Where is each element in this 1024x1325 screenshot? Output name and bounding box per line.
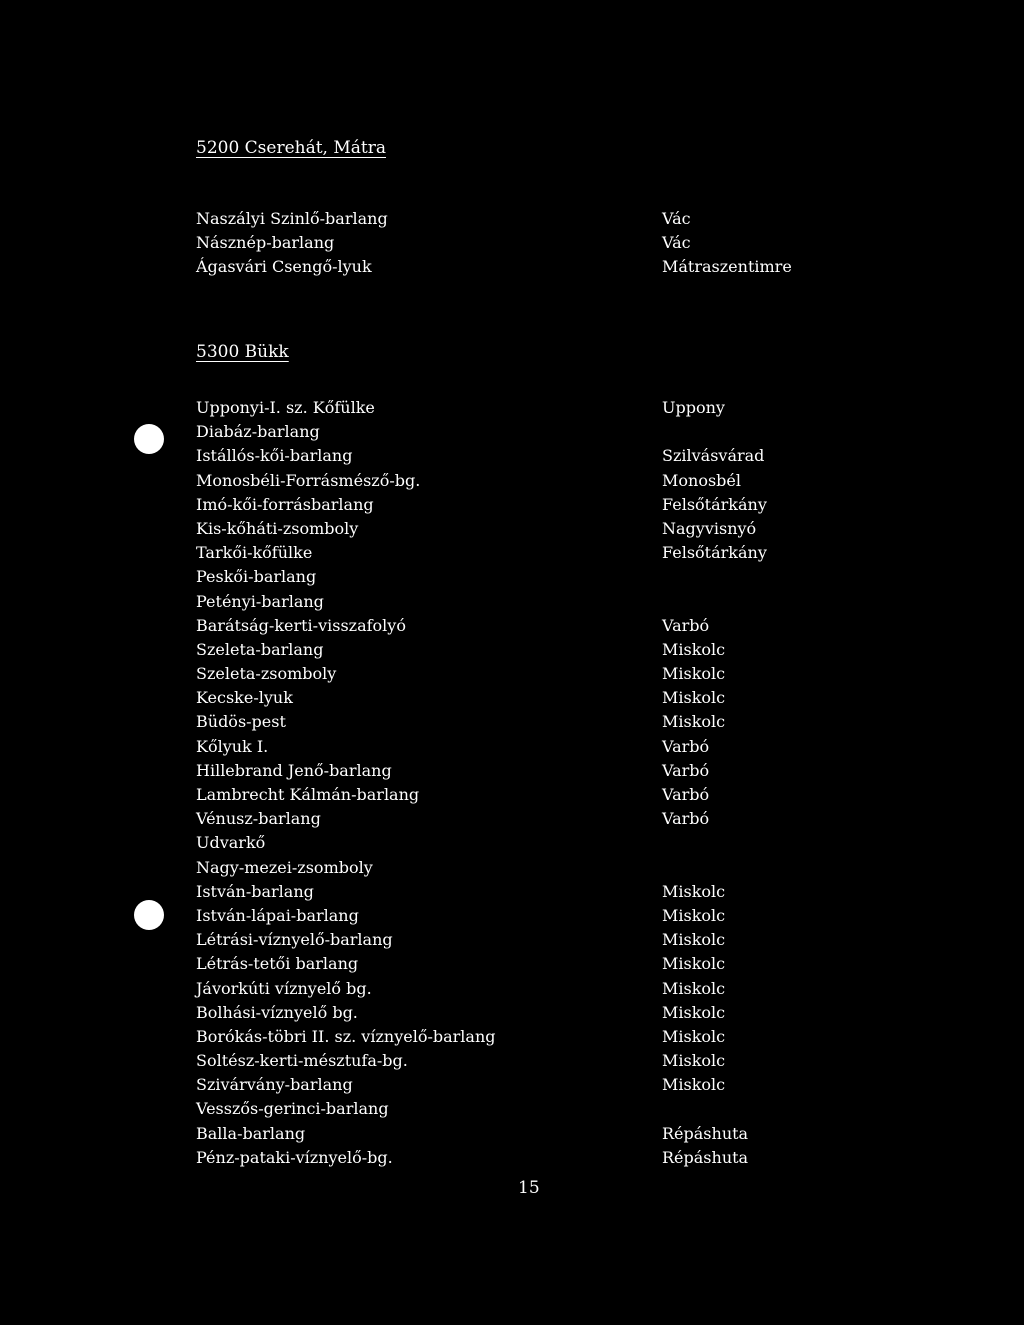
cave-name: Istállós-kői-barlang	[196, 446, 353, 466]
cave-town: Miskolc	[662, 712, 726, 732]
cave-name: Soltész-kerti-mésztufa-bg.	[196, 1051, 408, 1071]
cave-row	[196, 541, 836, 565]
cave-row	[196, 928, 836, 952]
cave-row	[196, 759, 836, 783]
punch-hole-bottom	[134, 900, 164, 930]
cave-row	[196, 1097, 836, 1121]
cave-name: Létrási-víznyelő-barlang	[196, 930, 393, 950]
cave-row	[196, 952, 836, 976]
cave-row	[196, 614, 836, 638]
cave-name: Büdös-pest	[196, 712, 286, 732]
cave-row	[196, 231, 836, 255]
cave-town: Miskolc	[662, 639, 726, 659]
cave-row	[196, 686, 836, 710]
cave-town: Miskolc	[662, 954, 726, 974]
cave-town: Mátraszentimre	[662, 257, 792, 277]
cave-town: Miskolc	[662, 688, 726, 708]
cave-row	[196, 420, 836, 444]
cave-name: Szivárvány-barlang	[196, 1075, 353, 1095]
cave-name: Kőlyuk I.	[196, 736, 269, 756]
cave-row	[196, 783, 836, 807]
cave-name: Hillebrand Jenő-barlang	[196, 760, 392, 780]
cave-row	[196, 831, 836, 855]
cave-town: Miskolc	[662, 930, 726, 950]
cave-row	[196, 255, 836, 279]
cave-row	[196, 590, 836, 614]
cave-name: István-barlang	[196, 881, 314, 901]
cave-list	[196, 207, 836, 280]
cave-town: Miskolc	[662, 1002, 726, 1022]
cave-town: Varbó	[662, 736, 710, 756]
cave-row	[196, 493, 836, 517]
section-heading: 5200 Cserehát, Mátra	[196, 138, 387, 158]
cave-row	[196, 904, 836, 928]
cave-town: Monosbél	[662, 470, 741, 490]
cave-row	[196, 880, 836, 904]
cave-town: Miskolc	[662, 1051, 726, 1071]
cave-town: Répáshuta	[662, 1123, 749, 1143]
cave-row	[196, 1001, 836, 1025]
cave-town: Miskolc	[662, 1026, 726, 1046]
cave-name: Vesszős-gerinci-barlang	[196, 1099, 389, 1119]
cave-town: Répáshuta	[662, 1147, 749, 1167]
cave-row	[196, 396, 836, 420]
cave-row	[196, 662, 836, 686]
cave-town: Nagyvisnyó	[662, 518, 757, 538]
cave-town: Vác	[662, 209, 691, 228]
cave-name: Ágasvári Csengő-lyuk	[196, 257, 372, 277]
cave-town: Vác	[662, 233, 691, 253]
cave-town: Varbó	[662, 760, 710, 780]
cave-name: Diabáz-barlang	[196, 422, 320, 442]
cave-name: István-lápai-barlang	[196, 905, 359, 925]
cave-name: Vénusz-barlang	[196, 809, 321, 829]
cave-name: Nagy-mezei-zsomboly	[196, 857, 373, 877]
cave-name: Barátság-kerti-visszafolyó	[196, 615, 406, 635]
cave-row	[196, 977, 836, 1001]
cave-row	[196, 444, 836, 468]
cave-town: Miskolc	[662, 1075, 726, 1095]
cave-row	[196, 517, 836, 541]
cave-name: Imó-kői-forrásbarlang	[196, 494, 374, 514]
cave-name: Lambrecht Kálmán-barlang	[196, 785, 420, 804]
cave-town: Varbó	[662, 785, 710, 804]
cave-row	[196, 565, 836, 589]
cave-name: Petényi-barlang	[196, 591, 324, 611]
cave-row	[196, 1073, 836, 1097]
cave-name: Balla-barlang	[196, 1123, 306, 1143]
cave-town: Szilvásvárad	[662, 446, 765, 466]
cave-name: Monosbéli-Forrásmésző-bg.	[196, 470, 421, 490]
section-heading: 5300 Bükk	[196, 342, 289, 362]
cave-town: Miskolc	[662, 664, 726, 684]
cave-name: Borókás-töbri II. sz. víznyelő-barlang	[196, 1026, 496, 1046]
cave-name: Naszályi Szinlő-barlang	[196, 209, 388, 228]
cave-row	[196, 638, 836, 662]
punch-hole-top	[134, 424, 164, 454]
cave-name: Kis-kőháti-zsomboly	[196, 518, 359, 538]
cave-row	[196, 856, 836, 880]
cave-town: Uppony	[662, 398, 725, 417]
cave-name: Kecske-lyuk	[196, 688, 293, 708]
cave-town: Varbó	[662, 615, 710, 635]
cave-name: Pénz-pataki-víznyelő-bg.	[196, 1147, 393, 1167]
cave-row	[196, 1025, 836, 1049]
cave-town: Miskolc	[662, 905, 726, 925]
cave-town: Miskolc	[662, 978, 726, 998]
section-bukk	[196, 342, 836, 1170]
cave-town: Miskolc	[662, 881, 726, 901]
cave-name: Udvarkő	[196, 833, 266, 853]
cave-name: Szeleta-barlang	[196, 639, 324, 659]
cave-town: Felsőtárkány	[662, 494, 767, 514]
cave-row	[196, 207, 836, 231]
cave-name: Upponyi-I. sz. Kőfülke	[196, 398, 375, 417]
cave-name: Szeleta-zsomboly	[196, 664, 337, 684]
cave-row	[196, 735, 836, 759]
cave-row	[196, 807, 836, 831]
cave-name: Násznép-barlang	[196, 233, 335, 253]
cave-row	[196, 1122, 836, 1146]
cave-row	[196, 710, 836, 734]
cave-row	[196, 469, 836, 493]
cave-name: Peskői-barlang	[196, 567, 317, 587]
cave-town: Felsőtárkány	[662, 543, 767, 563]
cave-list	[196, 396, 836, 1170]
cave-row	[196, 1049, 836, 1073]
page-number: 15	[518, 1178, 540, 1198]
cave-name: Jávorkúti víznyelő bg.	[196, 978, 372, 998]
cave-town: Varbó	[662, 809, 710, 829]
cave-name: Létrás-tetői barlang	[196, 954, 359, 974]
cave-name: Tarkői-kőfülke	[196, 543, 313, 563]
cave-row	[196, 1146, 836, 1170]
section-cserehat-matra	[196, 138, 836, 280]
cave-name: Bolhási-víznyelő bg.	[196, 1002, 358, 1022]
